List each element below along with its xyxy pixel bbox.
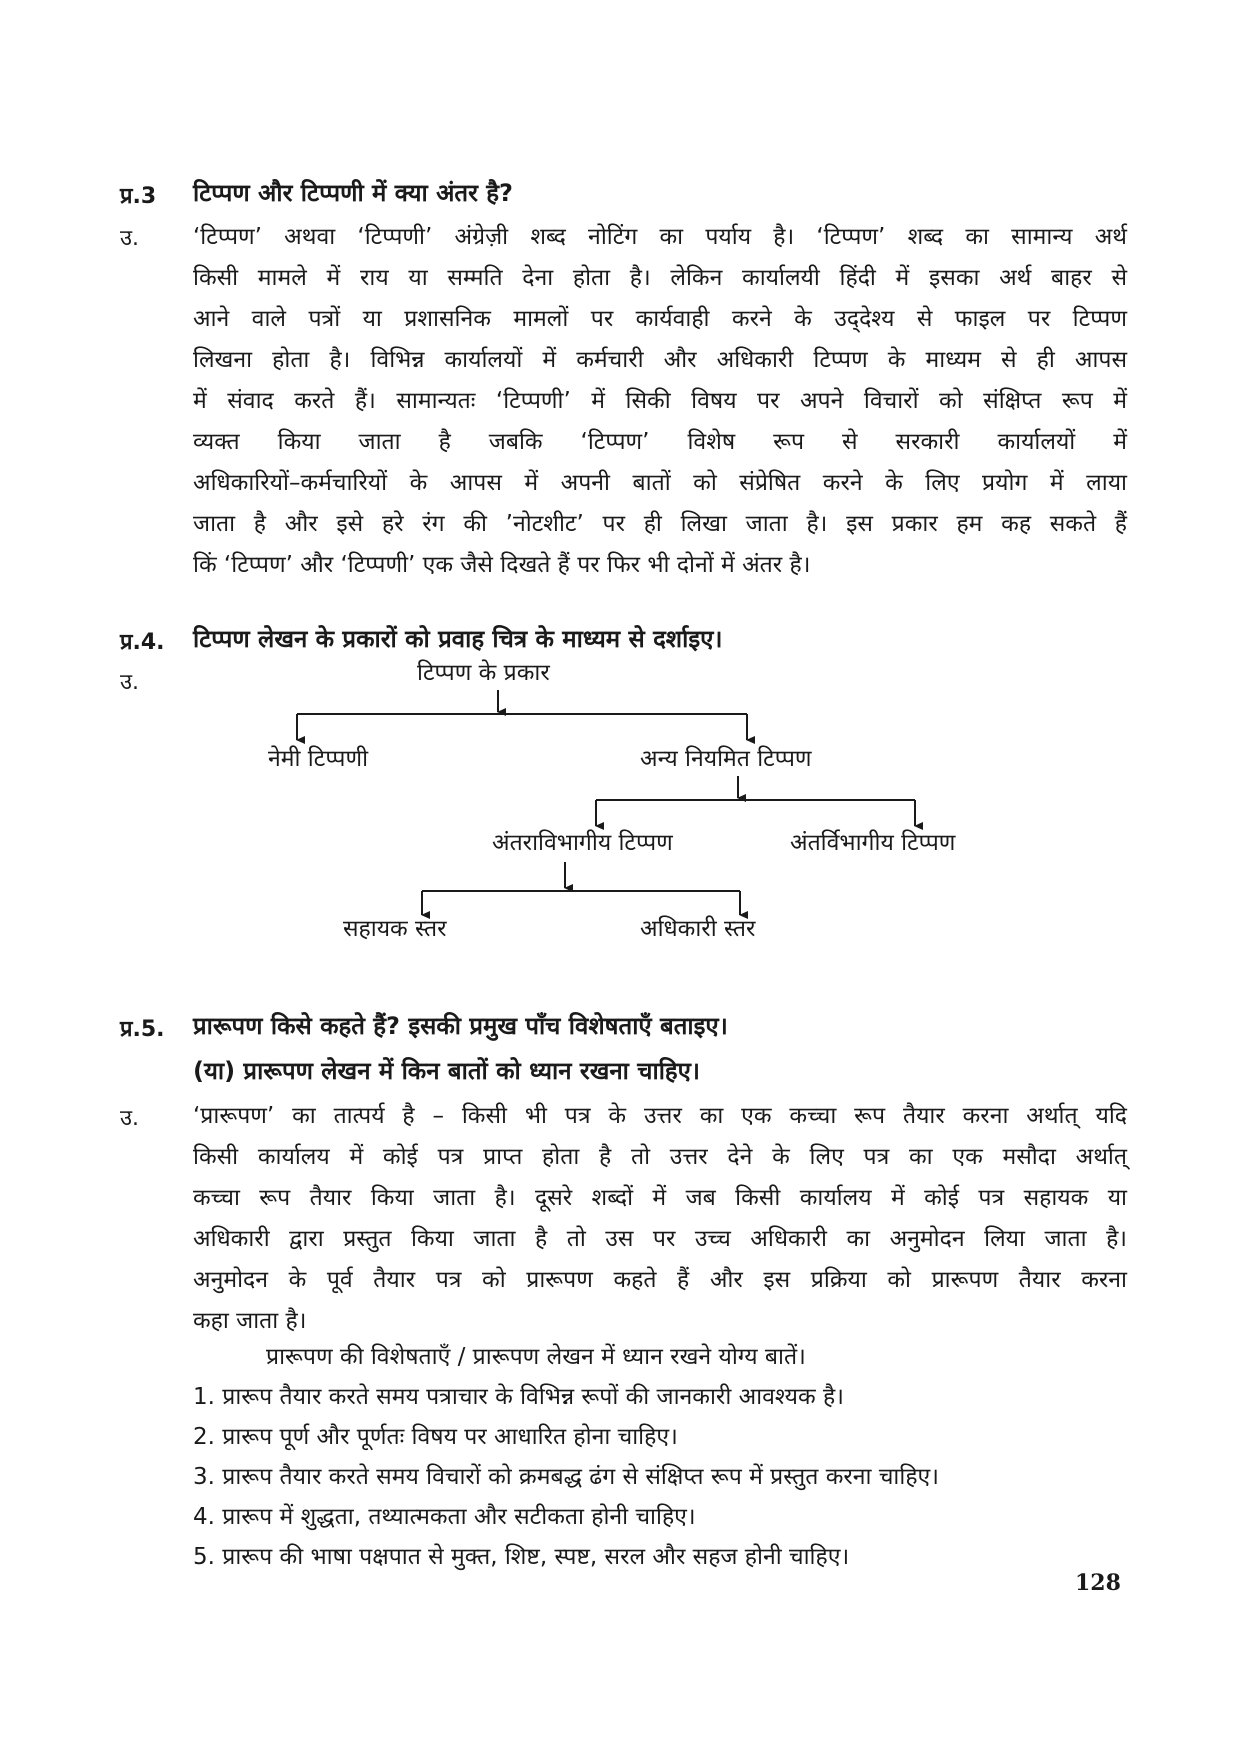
list-item: 3. प्रारूप तैयार करते समय विचारों को क्रमबद्ध ढंग से संक्षिप्त रूप में प्रस्तुत करना चाहिए।: [193, 1464, 939, 1490]
answer-3-line: अधिकारियों–कर्मचारियों के आपस में अपनी बातों को संप्रेषित करने के लिए प्रयोग में लाया: [193, 470, 1127, 496]
answer-4-label: उ.: [120, 670, 140, 695]
answer-3-label: उ.: [120, 226, 140, 251]
features-heading-text: प्रारूपण की विशेषताएँ / प्रारूपण लेखन में ध्यान रखने योग्य बातें।: [266, 1344, 806, 1370]
flow-node-inter-departmental: अंतर्विभागीय टिप्पण: [790, 830, 956, 856]
flow-node-officer-level: अधिकारी स्तर: [640, 916, 756, 942]
flow-node-intra-departmental: अंतराविभागीय टिप्पण: [492, 830, 673, 856]
answer-5-line: अधिकारी द्वारा प्रस्तुत किया जाता है तो उस पर उच्च अधिकारी का अनुमोदन लिया जाता है।: [193, 1226, 1127, 1252]
question-4-number: प्र.4.: [120, 630, 165, 655]
features-heading: [266, 1337, 1146, 1377]
list-item: 2. प्रारूप पूर्ण और पूर्णतः विषय पर आधारित होना चाहिए।: [193, 1424, 678, 1450]
answer-5-line: कहा जाता है।: [193, 1308, 307, 1334]
question-4-title: टिप्पण लेखन के प्रकारों को प्रवाह चित्र के माध्यम से दर्शाइए।: [193, 625, 723, 653]
answer-3-line: व्यक्त किया जाता है जबकि ‘टिप्पण’ विशेष रूप से सरकारी कार्यालयों में: [193, 429, 1127, 455]
answer-3-line: आने वाले पत्रों या प्रशासनिक मामलों पर कार्यवाही करने के उद्‍देश्य से फाइल पर टिप्पण: [193, 306, 1127, 332]
question-3-number: प्र.3: [120, 184, 157, 209]
list-item: 5. प्रारूप की भाषा पक्षपात से मुक्त, शिष्ट, स्पष्ट, सरल और सहज होनी चाहिए।: [193, 1544, 850, 1570]
answer-5-line: ‘प्रारूपण’ का तात्पर्य है – किसी भी पत्र के उत्तर का एक कच्चा रूप तैयार करना अर्थात् यदि: [193, 1103, 1127, 1129]
answer-3-line: किसी मामले में राय या सम्मति देना होता है। लेकिन कार्यालयी हिंदी में इसका अर्थ बाहर से: [193, 265, 1127, 291]
flow-node-other-regular-note: अन्य नियमित टिप्पण: [640, 746, 812, 772]
answer-5-line: कच्चा रूप तैयार किया जाता है। दूसरे शब्दों में जब किसी कार्यालय में कोई पत्र सहायक या: [193, 1185, 1127, 1211]
question-5-alt-title: (या) प्रारूपण लेखन में किन बातों को ध्यान रखना चाहिए।: [193, 1057, 701, 1085]
answer-3-line: लिखना होता है। विभिन्न कार्यालयों में कर्मचारी और अधिकारी टिप्पण के माध्यम से ही आपस: [193, 347, 1127, 373]
flow-node-assistant-level: सहायक स्तर: [343, 916, 447, 942]
answer-5-label: उ.: [120, 1106, 140, 1131]
answer-5-line: किसी कार्यालय में कोई पत्र प्राप्त होता है तो उत्तर देने के लिए पत्र का एक मसौदा अर्थात्: [193, 1144, 1127, 1170]
page-number: 128: [1075, 1570, 1121, 1596]
flow-node-root: टिप्पण के प्रकार: [417, 660, 550, 686]
answer-3-line: में संवाद करते हैं। सामान्यतः ‘टिप्पणी’ में सिकी विषय पर अपने विचारों को संक्षिप्त रूप में: [193, 388, 1127, 414]
question-5-title: प्रारूपण किसे कहते हैं? इसकी प्रमुख पाँच विशेषताएँ बताइए।: [193, 1012, 728, 1040]
question-5-number: प्र.5.: [120, 1017, 165, 1042]
answer-3-line: ‘टिप्पण’ अथवा ‘टिप्पणी’ अंग्रेज़ी शब्द नोटिंग का पर्याय है। ‘टिप्पण’ शब्द का सामान्य अर्थ: [193, 224, 1127, 250]
list-item: 4. प्रारूप में शुद्धता, तथ्यात्मकता और सटीकता होनी चाहिए।: [193, 1504, 696, 1530]
flow-node-routine-note: नेमी टिप्पणी: [268, 746, 369, 772]
features-list: [193, 1377, 1153, 1577]
list-item: 1. प्रारूप तैयार करते समय पत्राचार के विभिन्न रूपों की जानकारी आवश्यक है।: [193, 1384, 844, 1410]
answer-3-line: जाता है और इसे हरे रंग की ’नोटशीट’ पर ही लिखा जाता है। इस प्रकार हम कह सकते हैं: [193, 511, 1127, 537]
answer-5-paragraph: [193, 1096, 1127, 1342]
answer-3-line: किं ‘टिप्पण’ और ‘टिप्पणी’ एक जैसे दिखते हैं पर फिर भी दोनों में अंतर है।: [193, 552, 811, 578]
answer-5-line: अनुमोदन के पूर्व तैयार पत्र को प्रारूपण कहते हैं और इस प्रक्रिया को प्रारूपण तैयार करना: [193, 1267, 1127, 1293]
question-3-title: टिप्पण और टिप्पणी में क्या अंतर है?: [193, 179, 513, 207]
